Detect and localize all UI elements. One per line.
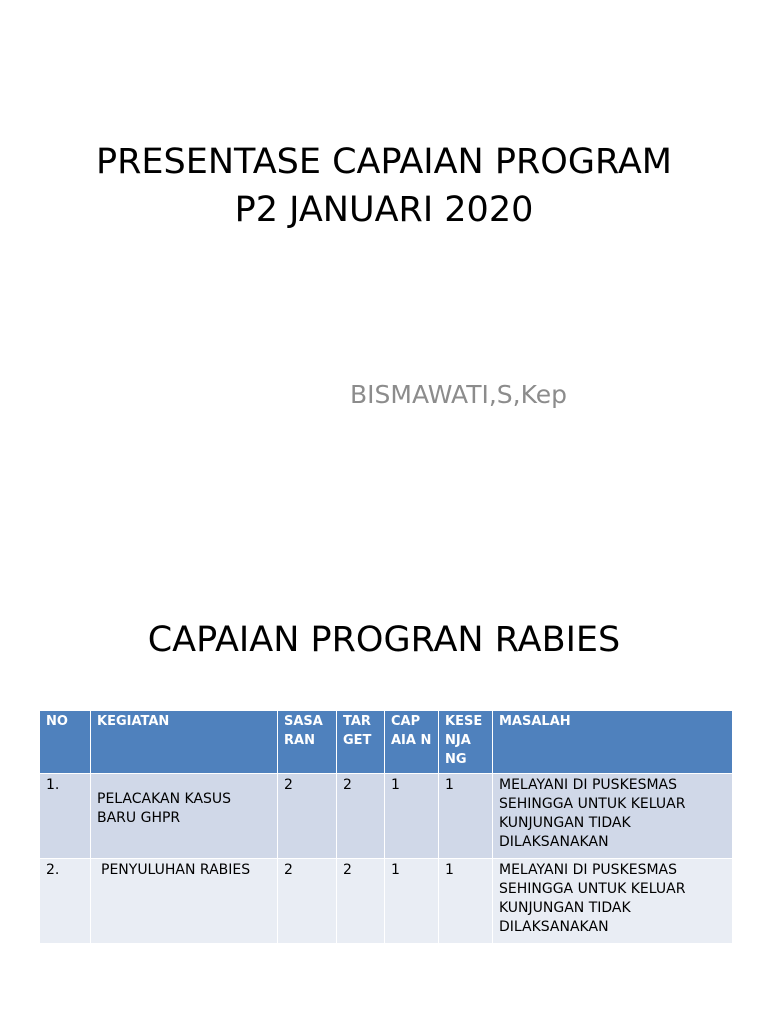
- title-line-1: PRESENTASE CAPAIAN PROGRAM: [95, 142, 672, 182]
- cell-no: 2.: [40, 859, 91, 944]
- section-title: CAPAIAN PROGRAN RABIES: [147, 620, 621, 660]
- presentation-title: [0, 138, 768, 234]
- header-target: TAR GET: [337, 711, 385, 774]
- cell-kesenjangan: 1: [439, 859, 493, 944]
- table-header-row: [40, 711, 733, 774]
- cell-capaian: 1: [385, 859, 439, 944]
- cell-sasaran: 2: [278, 859, 337, 944]
- cell-kegiatan: [91, 859, 278, 944]
- cell-kegiatan-text: PELACAKAN KASUS BARU GHPR: [97, 791, 232, 826]
- rabies-table-wrapper: [39, 710, 732, 944]
- cell-kegiatan-text: PENYULUHAN RABIES: [101, 862, 251, 878]
- cell-masalah: MELAYANI DI PUSKESMAS SEHINGGA UNTUK KELUAR KUNJUNGAN TIDAK DILAKSANAKAN: [493, 774, 733, 859]
- cell-kesenjangan: 1: [439, 774, 493, 859]
- cell-target: 2: [337, 859, 385, 944]
- rabies-table: [39, 710, 733, 944]
- header-kegiatan: KEGIATAN: [91, 711, 278, 774]
- cell-no: 1.: [40, 774, 91, 859]
- cell-masalah: MELAYANI DI PUSKESMAS SEHINGGA UNTUK KELUAR KUNJUNGAN TIDAK DILAKSANAKAN: [493, 859, 733, 944]
- header-kesenjangan: KESE NJA NG: [439, 711, 493, 774]
- header-capaian: CAP AIA N: [385, 711, 439, 774]
- table-row: [40, 859, 733, 944]
- cell-target: 2: [337, 774, 385, 859]
- title-line-2: P2 JANUARI 2020: [234, 190, 534, 230]
- header-sasaran: SASA RAN: [278, 711, 337, 774]
- author-name: BISMAWATI,S,Kep: [350, 380, 568, 409]
- table-row: [40, 774, 733, 859]
- header-no: NO: [40, 711, 91, 774]
- rabies-slide: [0, 578, 768, 1024]
- cell-sasaran: 2: [278, 774, 337, 859]
- cell-capaian: 1: [385, 774, 439, 859]
- cell-kegiatan: [91, 774, 278, 859]
- header-masalah: MASALAH: [493, 711, 733, 774]
